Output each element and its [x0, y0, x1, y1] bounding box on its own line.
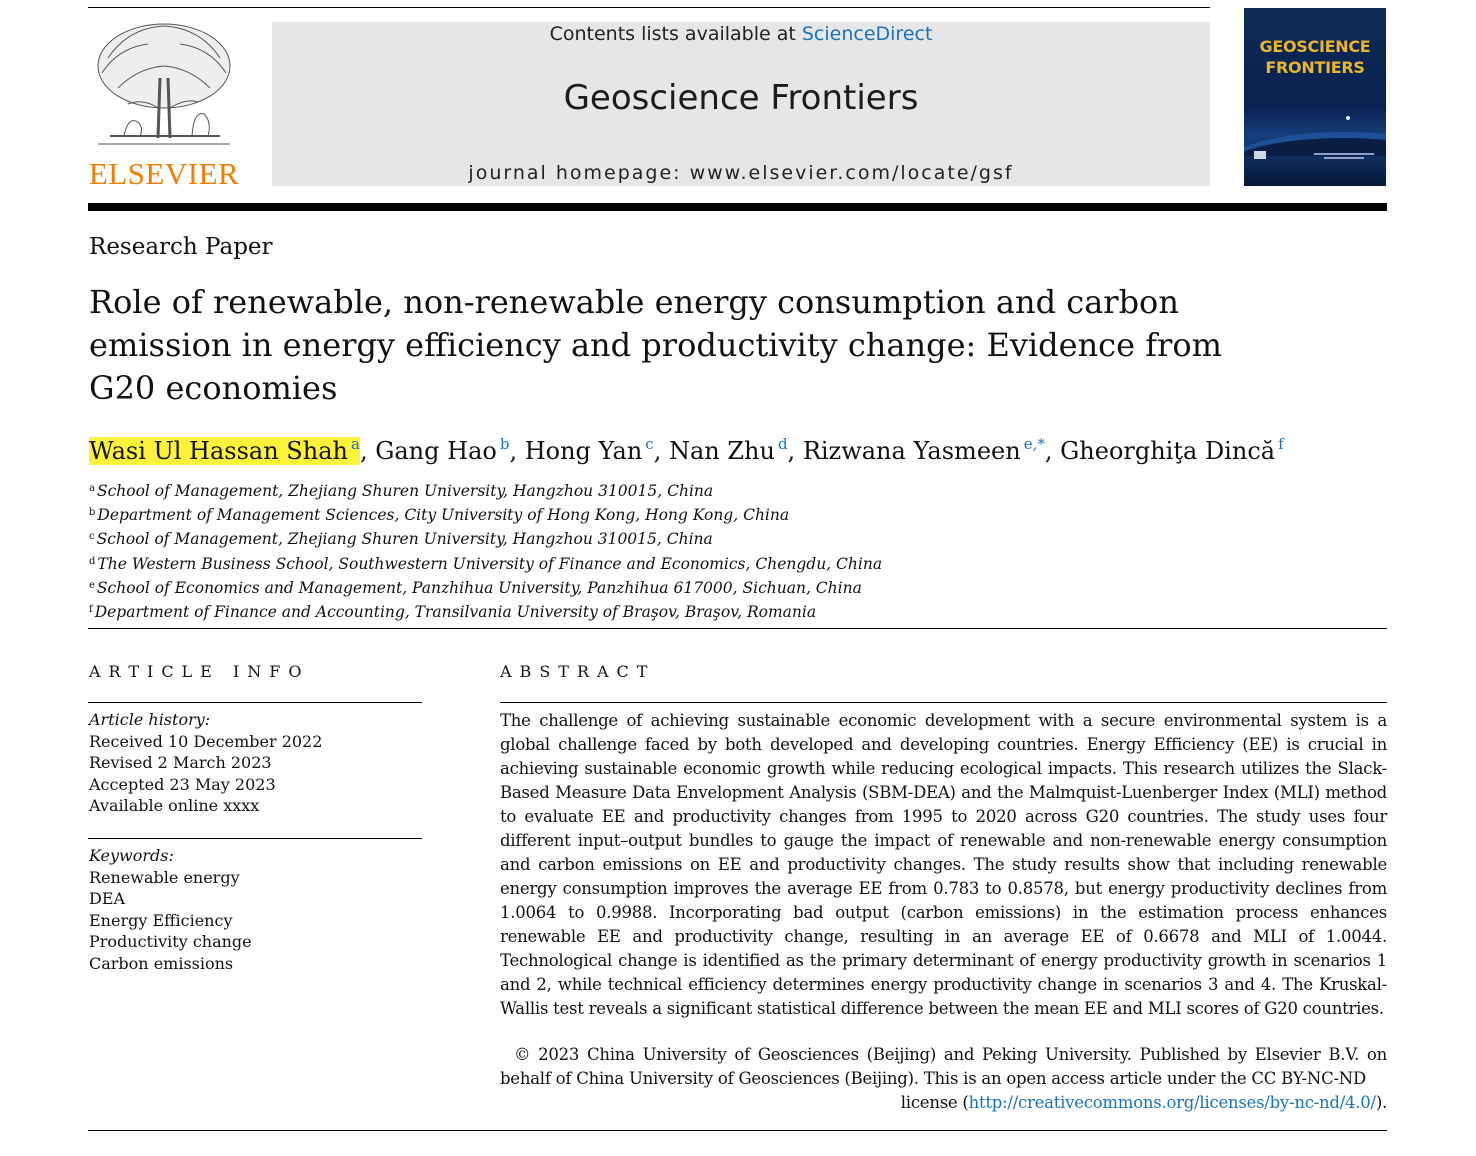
keyword: Renewable energy — [89, 867, 240, 887]
affiliation-b — [89, 502, 882, 526]
cover-title-line1: GEOSCIENCE — [1259, 37, 1371, 56]
affiliation-a-sup: a — [89, 483, 95, 494]
journal-cover[interactable] — [1244, 8, 1386, 186]
received-date: Received 10 December 2022 — [89, 731, 323, 751]
cover-planet-icon — [1244, 96, 1386, 156]
top-rule — [88, 7, 1210, 8]
author-name-3[interactable]: Hong Yan — [524, 437, 643, 465]
bottom-rule — [88, 1130, 1387, 1131]
elsevier-logo[interactable] — [88, 18, 240, 191]
copyright-notice — [500, 1043, 1387, 1115]
revised-date: Revised 2 March 2023 — [89, 753, 272, 772]
keywords-rule — [88, 838, 422, 839]
license-line — [500, 1091, 1387, 1115]
abstract-text: The challenge of achieving sustainable economic development with a secure environmental system is a global challenge faced by both developed and developing countries. Energy Efficiency (EE) is crucial in achieving sustainable economic growth while reducing ecological impacts. This research utilizes the Slack-Based Measure Data Envelopment Analysis (SBM-DEA) and the Malmquist-Luenberger Index (MLI) method to evaluate EE and productivity changes from 1995 to 2020 across G20 countries. The study uses four different input–output bundles to gauge the impact of renewable and non-renewable energy consumption and carbon emissions on EE and productivity changes. The study results show that including renewable energy consumption improves the average EE from 0.783 to 0.8578, but energy productivity declines from 1.0064 to 0.9988. Incorporating bad output (carbon emissions) in the estimation process enhances renewable EE and productivity change, resulting in an average EE of 0.6678 and MLI of 1.0044. Technological change is identified as the primary determinant of energy productivity growth in scenarios 1 and 2, while technical efficiency determines energy productivity change in scenarios 3 and 4. The Kruskal-Wallis test reveals a significant statistical difference between the mean EE and MLI scores of G20 countries. — [500, 711, 1387, 1018]
author-6-affiliation-link[interactable]: f — [1278, 435, 1284, 453]
history-label: Article history: — [89, 710, 211, 729]
available-online: Available online xxxx — [89, 796, 260, 815]
keywords — [89, 845, 252, 974]
copyright-text: © 2023 China University of Geosciences (Beijing) and Peking University. Published by Elsevier B.V. on behalf of China University of Geosciences (Beijing). This is an open access article under the CC BY-NC-ND — [500, 1045, 1387, 1088]
keyword: Carbon emissions — [89, 953, 234, 973]
author-name-6[interactable]: Gheorghiţa Dincă — [1060, 437, 1276, 465]
article-title: Role of renewable, non-renewable energy consumption and carbon emission in energy efficiency and productivity change: Evidence from G20 economies — [89, 283, 1222, 407]
author-name-2[interactable]: Gang Hao — [375, 437, 497, 465]
affiliation-c-sup: c — [89, 531, 95, 543]
affiliation-d-text: The Western Business School, Southwestern University of Finance and Economics, Chengdu, China — [97, 554, 883, 573]
contents-line — [272, 23, 1210, 45]
affiliations — [89, 478, 882, 623]
author-name-4[interactable]: Nan Zhu — [668, 437, 775, 465]
accepted-date: Accepted 23 May 2023 — [89, 774, 276, 794]
keyword: Energy Efficiency — [89, 910, 233, 930]
article-type: Research Paper — [89, 234, 273, 260]
license-prefix: license ( — [900, 1093, 969, 1112]
author-name-5[interactable]: Rizwana Yasmeen — [802, 437, 1021, 465]
abstract-rule — [500, 702, 1387, 703]
journal-homepage[interactable]: journal homepage: www.elsevier.com/locate/gsf — [468, 162, 1014, 184]
journal-name: Geoscience Frontiers — [563, 78, 919, 118]
author-name-1[interactable] — [89, 437, 360, 465]
cover-title-line2: FRONTIERS — [1265, 58, 1365, 77]
author-2-affiliation-link[interactable]: b — [499, 435, 510, 453]
keywords-label: Keywords: — [89, 846, 174, 865]
cover-fineprint-icon — [1254, 148, 1376, 162]
affiliation-d — [89, 551, 882, 575]
author-list: Wasi Ul Hassan Shah $^a$, Gang Hao $^b$, Hong Yan $^c$, Nan Zhu $^d$, Rizwana Yasmeen $^{e,*}$, Gheorghiţa Dincă $^f$ — [89, 435, 1284, 465]
affiliation-a-text: School of Management, Zhejiang Shuren University, Hangzhou 310015, China — [96, 482, 714, 500]
author-3-affiliation-link[interactable]: c — [645, 435, 654, 453]
affiliation-f-sup: f — [89, 604, 93, 616]
contents-prefix: Contents lists available at — [549, 23, 802, 45]
affiliation-c — [89, 526, 882, 550]
abstract-heading: ABSTRACT — [500, 662, 656, 681]
license-suffix: ). — [1375, 1093, 1387, 1112]
journal-banner — [272, 22, 1210, 186]
keyword: DEA — [89, 889, 126, 908]
affiliation-f — [89, 599, 882, 623]
header-bar — [88, 203, 1387, 211]
author-5-affiliation-link[interactable]: e,* — [1023, 435, 1045, 453]
author-1-affiliation-link[interactable]: a — [350, 435, 360, 453]
affiliation-e-text: School of Economics and Management, Panzhihua University, Panzhihua 617000, Sichuan, China — [96, 578, 862, 597]
article-info-heading: ARTICLE INFO — [89, 662, 310, 681]
license-link[interactable]: http://creativecommons.org/licenses/by-nc-nd/4.0/ — [968, 1093, 1376, 1112]
affiliation-b-text: Department of Management Sciences, City University of Hong Kong, Hong Kong, China — [97, 506, 790, 525]
author-1-name: Wasi Ul Hassan Shah — [89, 437, 348, 465]
affiliation-e-sup: e — [89, 579, 95, 591]
affiliation-a — [89, 478, 882, 502]
affiliation-d-sup: d — [89, 555, 96, 567]
affiliation-c-text: School of Management, Zhejiang Shuren University, Hangzhou 310015, China — [96, 530, 713, 549]
keyword: Productivity change — [89, 932, 252, 951]
cover-title — [1244, 36, 1386, 78]
article-info-rule — [88, 702, 422, 703]
elsevier-wordmark: ELSEVIER — [88, 156, 240, 191]
article-history — [89, 709, 322, 817]
sciencedirect-link[interactable]: ScienceDirect — [801, 23, 933, 45]
author-4-affiliation-link[interactable]: d — [777, 435, 788, 453]
divider-rule — [88, 628, 1387, 629]
tree-icon — [88, 18, 240, 158]
affiliation-b-sup: b — [89, 507, 96, 519]
affiliation-e — [89, 575, 882, 599]
affiliation-f-text: Department of Finance and Accounting, Transilvania University of Braşov, Braşov, Romania — [94, 603, 817, 622]
